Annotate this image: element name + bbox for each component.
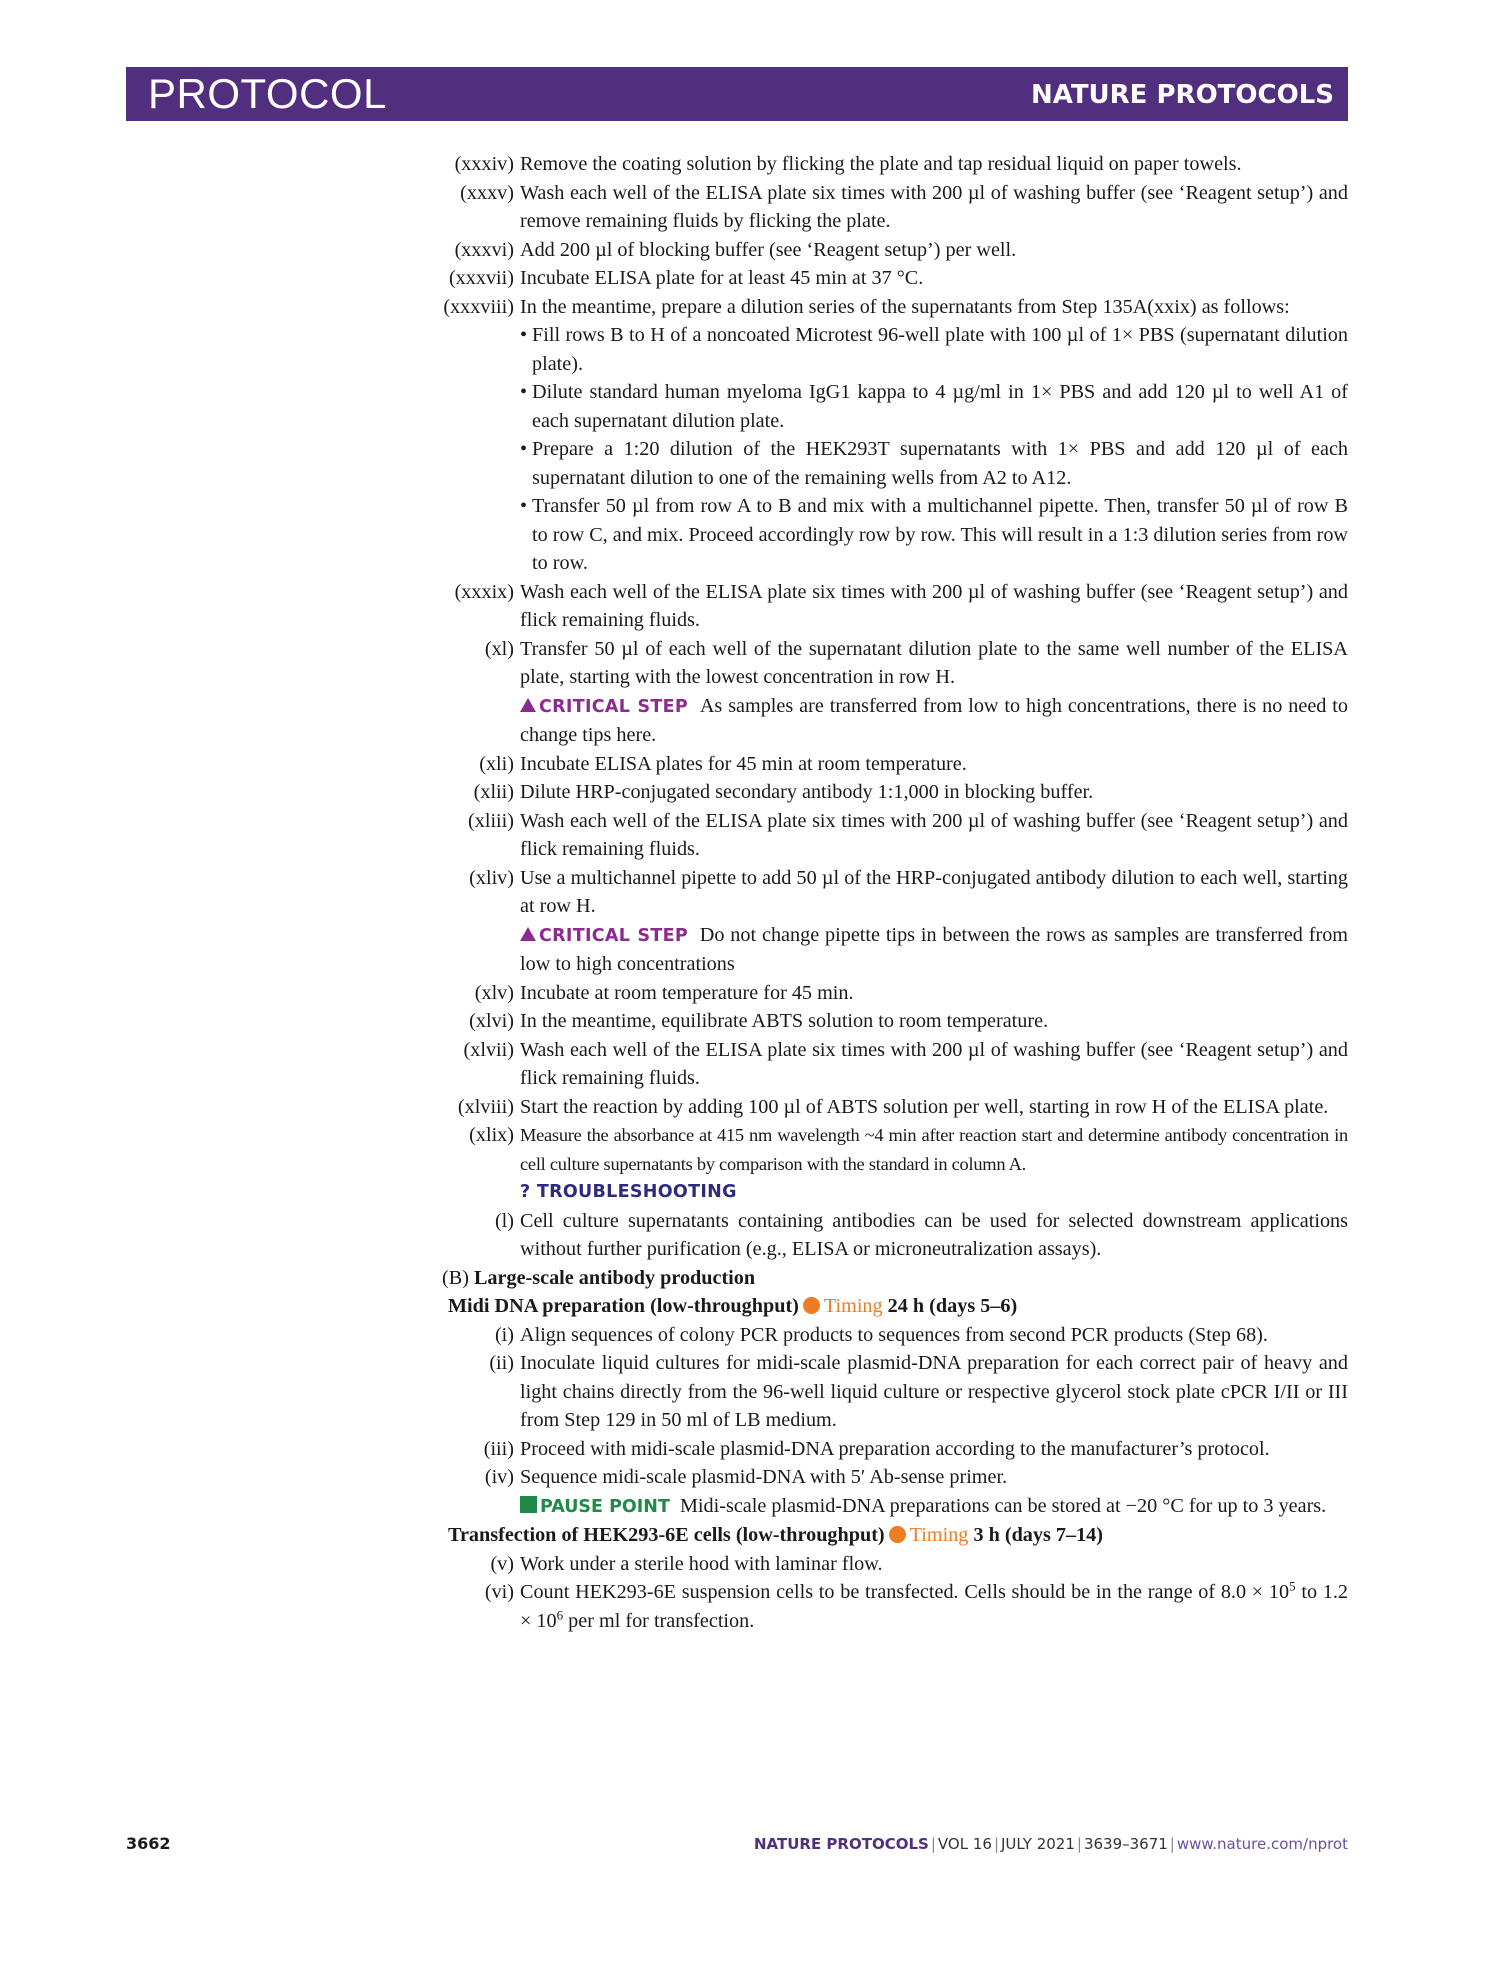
step-row: [463, 1036, 1348, 1093]
step-number: (vi): [484, 1581, 514, 1603]
timing-clock-icon: [803, 1297, 820, 1314]
step-text: Wash each well of the ELISA plate six times with 200 µl of washing buffer (see ‘Reagent setup’) and flick remaining fluids.: [520, 809, 1348, 860]
step-row: [484, 1463, 1348, 1521]
step-text: Cell culture supernatants containing antibodies can be used for selected downstream applications without further purification (e.g., ELISA or microneutralization assays).: [520, 1209, 1348, 1260]
subsection-heading-transfection: Transfection of HEK293-6E cells (low-throughput) Timing 3 h (days 7–14): [448, 1524, 1103, 1546]
step-row: [490, 1550, 1348, 1579]
step-row: [454, 578, 1348, 635]
step-number: (xlv): [474, 981, 514, 1004]
journal-link[interactable]: www.nature.com/nprot: [1176, 1835, 1348, 1853]
step-number: (xlvii): [463, 1038, 514, 1061]
step-row: [454, 236, 1348, 265]
step-row: [494, 1207, 1348, 1264]
step-text: Start the reaction by adding 100 µl of ABTS solution per well, starting in row H of the ELISA plate.: [520, 1095, 1329, 1118]
step-row: [484, 1578, 1349, 1635]
step-number: (xlvi): [469, 1010, 514, 1032]
step-number: (i): [494, 1323, 514, 1346]
step-row: [469, 1007, 1348, 1036]
timing-clock-icon: [889, 1526, 906, 1543]
step-number: (xliii): [468, 809, 514, 832]
step-text: Wash each well of the ELISA plate six times with 200 µl of washing buffer (see ‘Reagent setup’) and remove remaining fluids by flicking the plate.: [520, 181, 1348, 232]
step-number: (iv): [484, 1466, 514, 1488]
step-row: [483, 1435, 1348, 1464]
step-text: Incubate at room temperature for 45 min.: [520, 981, 854, 1004]
step-number: (xxxix): [454, 580, 514, 603]
step-text: Add 200 µl of blocking buffer (see ‘Reagent setup’) per well.: [520, 238, 1017, 261]
step-text: Transfer 50 µl of each well of the supernatant dilution plate to the same well number of the ELISA plate, starting with the lowest concentration in row H.: [520, 637, 1348, 688]
step-text: Wash each well of the ELISA plate six times with 200 µl of washing buffer (see ‘Reagent setup’) and flick remaining fluids.: [520, 1038, 1348, 1089]
pause-square-icon: [520, 1496, 537, 1513]
step-row: [468, 807, 1348, 864]
step-row: [454, 150, 1348, 179]
step-row: [448, 264, 1348, 293]
step-text: Count HEK293-6E suspension cells to be transfected. Cells should be in the range of $8.0 \times 10^5$ to $1.2 \times 10^6$ per ml for transfection.: [520, 1578, 1349, 1632]
step-number: (xl): [484, 637, 514, 660]
step-row: [484, 635, 1348, 750]
step-row: [489, 1349, 1348, 1435]
step-number: (xxxiv): [454, 153, 514, 175]
step-text: In the meantime, equilibrate ABTS solution to room temperature.: [520, 1010, 1049, 1032]
header-bar: [126, 67, 1348, 121]
section-label: PROTOCOL: [148, 70, 387, 117]
step-text: Dilute HRP-conjugated secondary antibody 1:1,000 in blocking buffer.: [520, 781, 1094, 803]
step-text: Align sequences of colony PCR products to sequences from second PCR products (Step 68).: [520, 1323, 1268, 1346]
step-text: Remove the coating solution by flicking the plate and tap residual liquid on paper towels.: [520, 153, 1242, 175]
list-item: • Dilute standard human myeloma IgG1 kappa to 4 µg/ml in 1× PBS and add 120 µl to well A1 of each supernatant dilution plate.: [520, 381, 1348, 432]
step-number: (ii): [489, 1352, 514, 1374]
list-item: • Transfer 50 µl from row A to B and mix with a multichannel pipette. Then, transfer 50 µl of row B to row C, and mix. Proceed accordingly row by row. This will result in a 1:3 dilution series from row to row.: [520, 495, 1348, 574]
list-item: • Fill rows B to H of a noncoated Microtest 96-well plate with 100 µl of 1× PBS (supernatant dilution plate).: [520, 324, 1348, 375]
warning-triangle-icon: [520, 927, 536, 941]
main-content: [420, 150, 1348, 1635]
step-number: (iii): [483, 1437, 514, 1460]
journal-name: NATURE PROTOCOLS: [1030, 80, 1334, 110]
step-row: [474, 979, 1348, 1008]
step-text: Inoculate liquid cultures for midi-scale plasmid-DNA preparation for each correct pair of heavy and light chains directly from the 96-well liquid culture or respective glycerol stock plate cPCR I/II or III from Step 129 in 50 ml of LB medium.: [520, 1352, 1348, 1431]
step-text: Measure the absorbance at 415 nm wavelength ~4 min after reaction start and determine antibody concentration in cell culture supernatants by comparison with the standard in column A.: [520, 1125, 1348, 1174]
step-text: Work under a sterile hood with laminar flow.: [520, 1552, 883, 1575]
step-row: [479, 750, 1348, 779]
step-number: (xxxvi): [454, 238, 514, 261]
critical-step-note: CRITICAL STEP Do not change pipette tips in between the rows as samples are transferred from low to high concentrations: [520, 923, 1349, 975]
warning-triangle-icon: [520, 698, 536, 712]
step-number: (xxxvii): [448, 267, 514, 289]
step-text: Wash each well of the ELISA plate six times with 200 µl of washing buffer (see ‘Reagent setup’) and flick remaining fluids.: [520, 580, 1348, 631]
critical-step-note: CRITICAL STEP As samples are transferred from low to high concentrations, there is no need to change tips here.: [520, 694, 1348, 746]
step-row: [460, 179, 1348, 236]
step-text: Sequence midi-scale plasmid-DNA with 5′ Ab-sense primer.: [520, 1466, 1008, 1488]
step-row: [473, 778, 1348, 807]
section-heading: (B) Large-scale antibody production: [442, 1266, 756, 1289]
troubleshooting-link[interactable]: ? TROUBLESHOOTING: [520, 1182, 737, 1202]
step-row: [494, 1321, 1348, 1350]
step-text: Use a multichannel pipette to add 50 µl of the HRP-conjugated antibody dilution to each well, starting at row H.: [520, 866, 1348, 917]
step-text: Incubate ELISA plate for at least 45 min at 37 °C.: [520, 267, 924, 289]
step-number: (xlviii): [457, 1095, 514, 1118]
step-number: (xxxviii): [443, 295, 514, 318]
list-item: • Prepare a 1:20 dilution of the HEK293T supernatants with 1× PBS and add 120 µl of each supernatant dilution to one of the remaining wells from A2 to A12.: [520, 438, 1348, 489]
step-text: Proceed with midi-scale plasmid-DNA preparation according to the manufacturer’s protocol.: [520, 1437, 1270, 1460]
step-number: (xli): [479, 752, 514, 775]
step-number: (xlix): [469, 1124, 514, 1146]
step-number: (xxxv): [460, 181, 514, 204]
step-row: [469, 864, 1349, 979]
step-number: (xlii): [473, 781, 514, 803]
step-row: [457, 1093, 1348, 1122]
step-number: (v): [490, 1552, 514, 1575]
page-number: 3662: [126, 1834, 171, 1853]
step-row: [469, 1121, 1348, 1207]
step-row: [443, 293, 1348, 578]
step-number: (l): [494, 1209, 514, 1232]
subsection-heading-midi: Midi DNA preparation (low-throughput) Timing 24 h (days 5–6): [448, 1295, 1018, 1317]
pause-point-note: PAUSE POINT Midi-scale plasmid-DNA preparations can be stored at −20 °C for up to 3 years.: [520, 1492, 1348, 1522]
footer-citation: NATURE PROTOCOLS | VOL 16 | JULY 2021 | 3639–3671 | www.nature.com/nprot: [754, 1835, 1348, 1853]
step-text: Incubate ELISA plates for 45 min at room temperature.: [520, 752, 967, 775]
step-text: In the meantime, prepare a dilution series of the supernatants from Step 135A(xxix) as follows:: [520, 295, 1290, 318]
step-number: (xliv): [469, 866, 514, 889]
dilution-bullet-list: [520, 321, 1348, 578]
